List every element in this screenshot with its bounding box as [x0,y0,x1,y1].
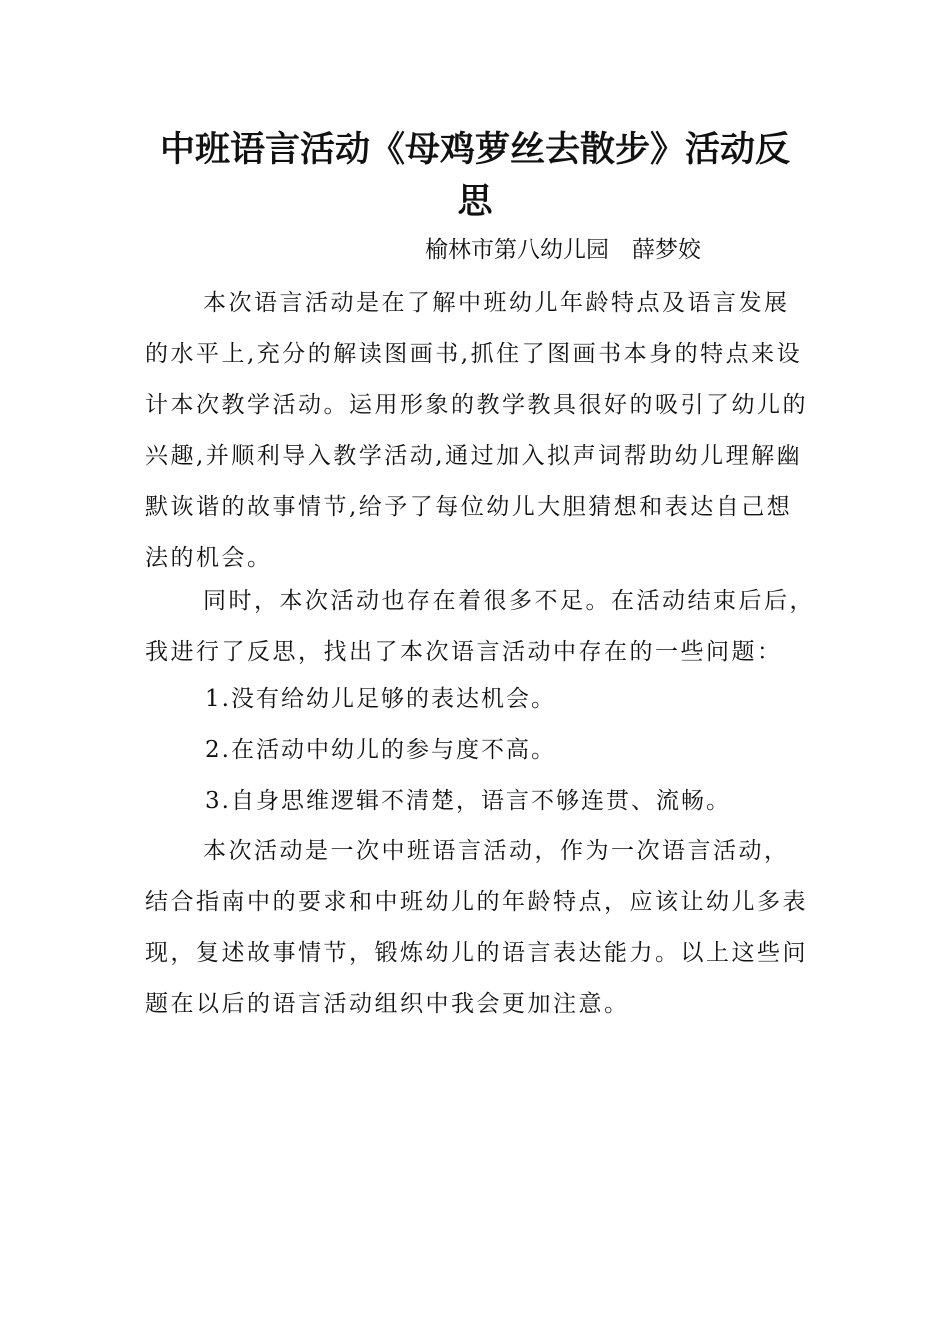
paragraph-intro: 本次语言活动是在了解中班幼儿年龄特点及语言发展的水平上,充分的解读图画书,抓住了图画书本身的特点来设计本次教学活动。运用形象的教学教具很好的吸引了幼儿的兴趣,并顺利导入教学活动,通过加入拟声词帮助幼儿理解幽默诙谐的故事情节,给予了每位幼儿大胆猜想和表达自己想法的机会。 [145,290,808,571]
document-title: 中班语言活动《母鸡萝丝去散步》活动反思 [159,129,790,222]
problem-item-1: 1.没有给幼儿足够的表达机会。 [205,686,556,712]
problem-item-2: 2.在活动中幼儿的参与度不高。 [205,737,556,763]
problem-item-3: 3.自身思维逻辑不清楚，语言不够连贯、流畅。 [205,788,731,814]
author-line: 榆林市第八幼儿园 薛梦姣 [425,237,701,263]
paragraph-conclusion: 本次活动是一次中班语言活动，作为一次语言活动，结合指南中的要求和中班幼儿的年龄特点，应该让幼儿多表现，复述故事情节，锻炼幼儿的语言表达能力。以上这些问题在以后的语言活动组织中我会更加注意。 [145,838,808,1017]
paragraph-shortcomings: 同时，本次活动也存在着很多不足。在活动结束后后，我进行了反思，找出了本次语言活动中存在的一些问题： [145,588,815,665]
